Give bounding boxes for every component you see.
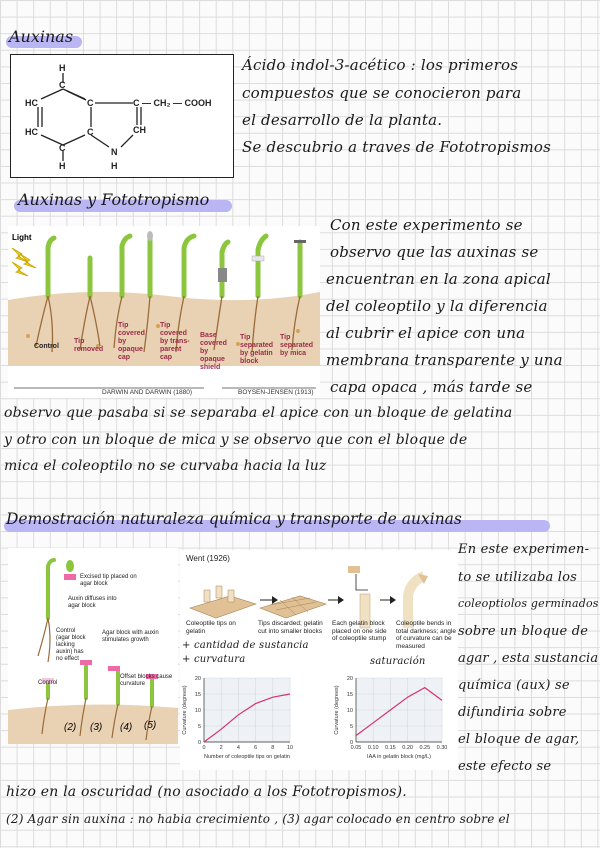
- num-2: (2): [64, 722, 77, 733]
- mol-c-low: C: [87, 127, 94, 137]
- s3-right-7: difundiria sobre: [458, 705, 567, 720]
- s1-line-1: Ácido indol-3-acético : los primeros: [242, 56, 519, 74]
- mol-c-mid: C: [87, 98, 94, 108]
- footer-darwin: DARWIN AND DARWIN (1880): [102, 389, 193, 396]
- s2-right-2: observo que las auxinas se: [330, 243, 539, 261]
- x-tick-label: 0.25: [419, 745, 431, 751]
- s3-right-2: to se utilizaba los: [458, 570, 578, 585]
- s2-full-3: mica el coleoptilo no se curvaba hacia la luz: [4, 458, 327, 474]
- label-tip-opaque: Tip covered by opaque cap: [118, 322, 145, 361]
- y-tick-label: 15: [346, 692, 353, 698]
- s1-line-2: compuestos que se conocieron para: [242, 84, 522, 102]
- x-axis-label: IAA in gelatin block (mg/L): [367, 754, 431, 760]
- x-tick-label: 10: [286, 745, 294, 751]
- x-tick-label: 0: [202, 745, 206, 751]
- heading-demostracion: Demostración naturaleza química y transporte de auxinas: [6, 510, 462, 528]
- mol-h-top: H: [59, 63, 66, 73]
- darwin-figure: [8, 226, 320, 398]
- label-tip-mica: Tip separated by mica: [280, 334, 314, 357]
- x-tick-label: 6: [254, 745, 258, 751]
- s3-right-6: química (aux) se: [458, 678, 570, 693]
- x-tick-label: 0.05: [350, 745, 362, 751]
- y-tick-label: 20: [346, 676, 353, 682]
- y-tick-label: 0: [349, 740, 353, 746]
- y-tick-label: 5: [197, 724, 201, 730]
- mol-n: N: [111, 147, 118, 157]
- chart-iaa-curvature: [332, 672, 450, 768]
- went-cap1: Coleoptile tips on gelatin: [186, 620, 236, 635]
- s2-right-4: del coleoptilo y la diferencia: [326, 297, 548, 315]
- x-tick-label: 2: [219, 745, 223, 751]
- x-tick-label: 0.30: [436, 745, 448, 751]
- y-axis-label: Curvature (degrees): [182, 685, 188, 735]
- s1-line-3: el desarrollo de la planta.: [242, 111, 443, 129]
- lbl-control: Control: [38, 680, 58, 686]
- s3-right-1: En este experimen-: [458, 542, 590, 557]
- y-tick-label: 0: [197, 740, 201, 746]
- light-icon: [12, 248, 36, 276]
- mol-h-n: H: [111, 161, 118, 171]
- s2-right-7: capa opaca , más tarde se: [330, 378, 533, 396]
- s2-right-3: encuentran en la zona apical: [326, 270, 551, 288]
- s1-line-4: Se descubrio a traves de Fototropismos: [242, 138, 551, 156]
- x-tick-label: 0.10: [367, 745, 379, 751]
- y-tick-label: 20: [194, 676, 201, 682]
- went-note2: + curvatura: [182, 654, 246, 665]
- mol-hc-left: HC: [25, 98, 38, 108]
- lbl-control-agar: Control (agar block lacking auxin) has no effect: [56, 628, 86, 662]
- mol-hc-left2: HC: [25, 127, 38, 137]
- lbl-excised: Excised tip placed on agar block: [80, 574, 137, 587]
- mol-chain: C — CH₂ — COOH: [133, 98, 212, 108]
- went-figure: [180, 550, 458, 770]
- mol-c-top: C: [59, 80, 66, 90]
- iaa-structure-diagram: [11, 55, 233, 177]
- s3-full-1: hizo en la oscuridad (no asociado a los Fototropismos).: [6, 784, 407, 800]
- chart-tips-curvature: [180, 672, 298, 768]
- s2-right-6: membrana transparente y una: [326, 351, 563, 369]
- s3-right-4: sobre un bloque de: [458, 624, 589, 639]
- s3-right-3: coleoptiolos germinados: [458, 597, 599, 610]
- went-cap2: Tips discarded; gelatin cut into smaller blocks: [258, 620, 323, 635]
- y-axis-label: Curvature (degrees): [334, 685, 340, 735]
- label-tip-gelatin: Tip separated by gelatin block: [240, 334, 274, 365]
- y-tick-label: 10: [194, 708, 201, 714]
- s2-full-2: y otro con un bloque de mica y se observo que con el bloque de: [4, 432, 468, 448]
- y-tick-label: 15: [194, 692, 201, 698]
- heading-auxinas: Auxinas: [9, 27, 74, 46]
- mol-c-bot: C: [59, 143, 66, 153]
- s3-right-5: agar , esta sustancia: [458, 651, 599, 666]
- lbl-diffuses: Auxin diffuses into agar block: [68, 596, 117, 609]
- label-base-shield: Base covered by opaque shield: [200, 332, 227, 371]
- molecule-box: [10, 54, 234, 178]
- label-tip-removed: Tip removed: [74, 338, 104, 353]
- footer-boysen: BOYSEN-JENSEN (1913): [238, 389, 314, 396]
- heading-fototropismo: Auxinas y Fototropismo: [18, 190, 210, 209]
- went-note3: saturación: [370, 656, 426, 667]
- num-4: (4): [120, 722, 133, 733]
- s2-full-1: observo que pasaba si se separaba el apice con un bloque de gelatina: [4, 405, 513, 421]
- x-tick-label: 0.15: [385, 745, 396, 751]
- x-tick-label: 0.20: [402, 745, 413, 751]
- x-tick-label: 8: [271, 745, 275, 751]
- went-title: Went (1926): [186, 554, 230, 563]
- label-control: Control: [34, 343, 59, 350]
- darwin-figure-art: [8, 226, 320, 398]
- num-3: (3): [90, 722, 103, 733]
- light-label: Light: [12, 233, 32, 242]
- went-cap3: Each gelatin block placed on one side of coleoptile stump: [332, 620, 387, 642]
- y-tick-label: 10: [346, 708, 353, 714]
- s3-full-2: (2) Agar sin auxina : no habia crecimiento , (3) agar colocado en centro sobre el: [6, 812, 510, 826]
- y-tick-label: 5: [349, 724, 353, 730]
- x-tick-label: 4: [236, 745, 240, 751]
- s2-right-1: Con este experimento se: [330, 216, 523, 234]
- s3-right-9: este efecto se: [458, 759, 552, 774]
- lbl-offset: Offset blocks cause curvature: [120, 674, 173, 687]
- x-axis-label: Number of coleoptile tips on gelatin: [204, 754, 290, 760]
- label-tip-transparent: Tip covered by trans-parent cap: [160, 322, 190, 361]
- agar-figure: [8, 548, 178, 744]
- went-cap4: Coleoptile bends in total darkness; angle of curvature can be measured: [396, 620, 456, 650]
- num-5: (5): [144, 720, 157, 731]
- went-note1: + cantidad de sustancia: [182, 640, 309, 651]
- mol-h-bot: H: [59, 161, 66, 171]
- lbl-agar-auxin: Agar block with auxin stimulates growth: [102, 630, 159, 643]
- s2-right-5: al cubrir el apice con una: [326, 324, 526, 342]
- s3-right-8: el bloque de agar,: [458, 732, 580, 747]
- mol-ch-right: CH: [133, 125, 146, 135]
